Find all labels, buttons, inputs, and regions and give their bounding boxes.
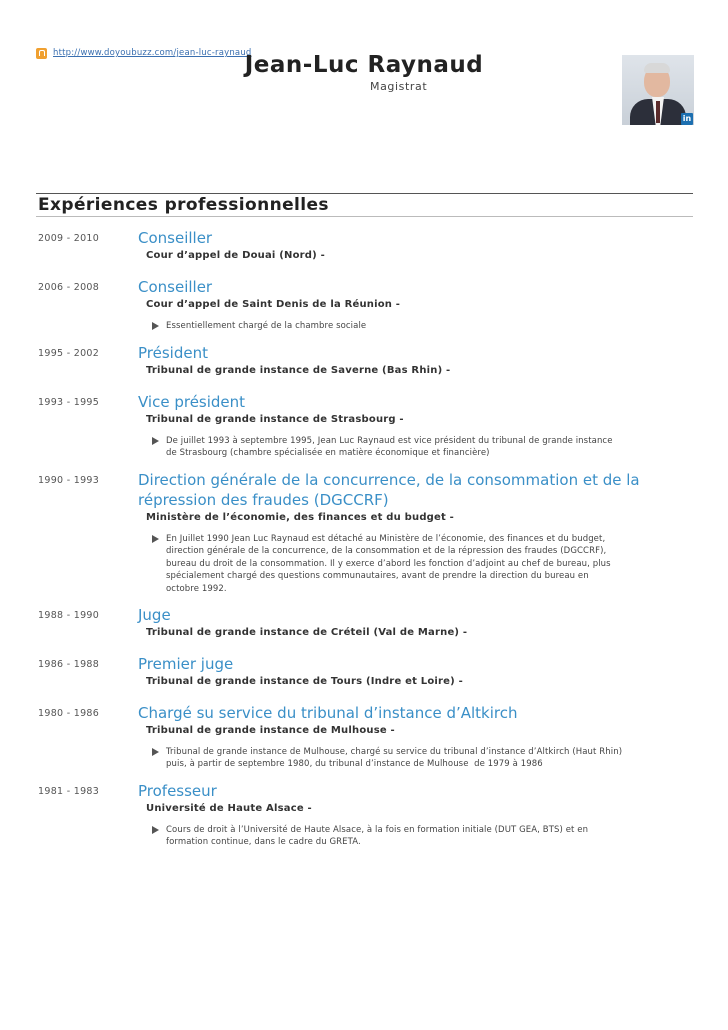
experience-organization: Cour d’appel de Douai (Nord) - xyxy=(146,250,325,261)
bullet-triangle-icon xyxy=(152,322,159,330)
experience-organization: Tribunal de grande instance de Strasbourg - xyxy=(146,414,404,425)
experience-role: Direction générale de la concurrence, de la consommation et de la répression des fraudes (DGCCRF) xyxy=(138,471,640,509)
experience-description: Cours de droit à l’Université de Haute Alsace, à la fois en formation initiale (DUT GEA, BTS) et en formation continue, dans le cadre du GRETA. xyxy=(152,824,692,849)
section-title: Expériences professionnelles xyxy=(38,195,329,215)
experience-organization: Cour d’appel de Saint Denis de la Réunion - xyxy=(146,299,401,310)
bullet-triangle-icon xyxy=(152,535,159,543)
experience-dates: 2006 - 2008 xyxy=(38,282,100,293)
experience-role: Professeur xyxy=(138,782,217,800)
experience-dates: 1986 - 1988 xyxy=(38,659,100,670)
experience-organization: Tribunal de grande instance de Tours (Indre et Loire) - xyxy=(146,676,463,687)
person-name-text: Jean-Luc Raynaud xyxy=(244,52,484,78)
experience-dates: 2009 - 2010 xyxy=(38,233,100,244)
experience-role: Chargé su service du tribunal d’instance d’Altkirch xyxy=(138,704,518,722)
experience-dates: 1988 - 1990 xyxy=(38,610,100,621)
person-name xyxy=(0,52,728,78)
experience-description: De juillet 1993 à septembre 1995, Jean Luc Raynaud est vice président du tribunal de grande instance de Strasbourg (chambre spécialisée en matière économique et financière) xyxy=(152,435,692,460)
experience-description: Tribunal de grande instance de Mulhouse, chargé su service du tribunal d’instance d’Altkirch (Haut Rhin) puis, à partir de septembre 1980, du tribunal d’instance de Mulhouse de 1979 à 1986 xyxy=(152,746,692,771)
experience-role: Conseiller xyxy=(138,229,213,247)
experience-description: Essentiellement chargé de la chambre sociale xyxy=(152,320,692,332)
bullet-triangle-icon xyxy=(152,748,159,756)
experience-description: En Juillet 1990 Jean Luc Raynaud est détaché au Ministère de l’économie, des finances et du budget, direction générale de la concurrence, de la consommation et de la répression des fraudes (DGCCRF), bureau du droit de la consommation. Il y exerce d’abord les fonction d’adjoint au chef de bureau, plus spécialement chargé des questions communautaires, avant de prendre la direction du bureau en octobre 1992. xyxy=(152,533,692,595)
experience-dates: 1995 - 2002 xyxy=(38,348,100,359)
profile-url-link[interactable]: http://www.doyoubuzz.com/jean-luc-raynaud xyxy=(53,48,252,58)
experience-organization: Ministère de l’économie, des finances et du budget - xyxy=(146,512,455,523)
linkedin-icon[interactable]: in xyxy=(682,114,692,123)
person-title: Magistrat xyxy=(370,80,428,93)
experience-organization: Université de Haute Alsace - xyxy=(146,803,312,814)
experience-role: Premier juge xyxy=(138,655,234,673)
experience-role: Vice président xyxy=(138,393,246,411)
experience-role: Conseiller xyxy=(138,278,213,296)
bullet-triangle-icon xyxy=(152,437,159,445)
experience-dates: 1990 - 1993 xyxy=(38,475,100,486)
experience-dates: 1981 - 1983 xyxy=(38,786,100,797)
experience-dates: 1980 - 1986 xyxy=(38,708,100,719)
experience-role: Président xyxy=(138,344,208,362)
experience-dates: 1993 - 1995 xyxy=(38,397,100,408)
experience-organization: Tribunal de grande instance de Saverne (Bas Rhin) - xyxy=(146,365,451,376)
bullet-triangle-icon xyxy=(152,826,159,834)
section-divider-bottom xyxy=(36,216,693,217)
experience-organization: Tribunal de grande instance de Mulhouse - xyxy=(146,725,395,736)
experience-organization: Tribunal de grande instance de Créteil (Val de Marne) - xyxy=(146,627,468,638)
experience-role: Juge xyxy=(138,606,171,624)
section-divider-top xyxy=(36,193,693,194)
